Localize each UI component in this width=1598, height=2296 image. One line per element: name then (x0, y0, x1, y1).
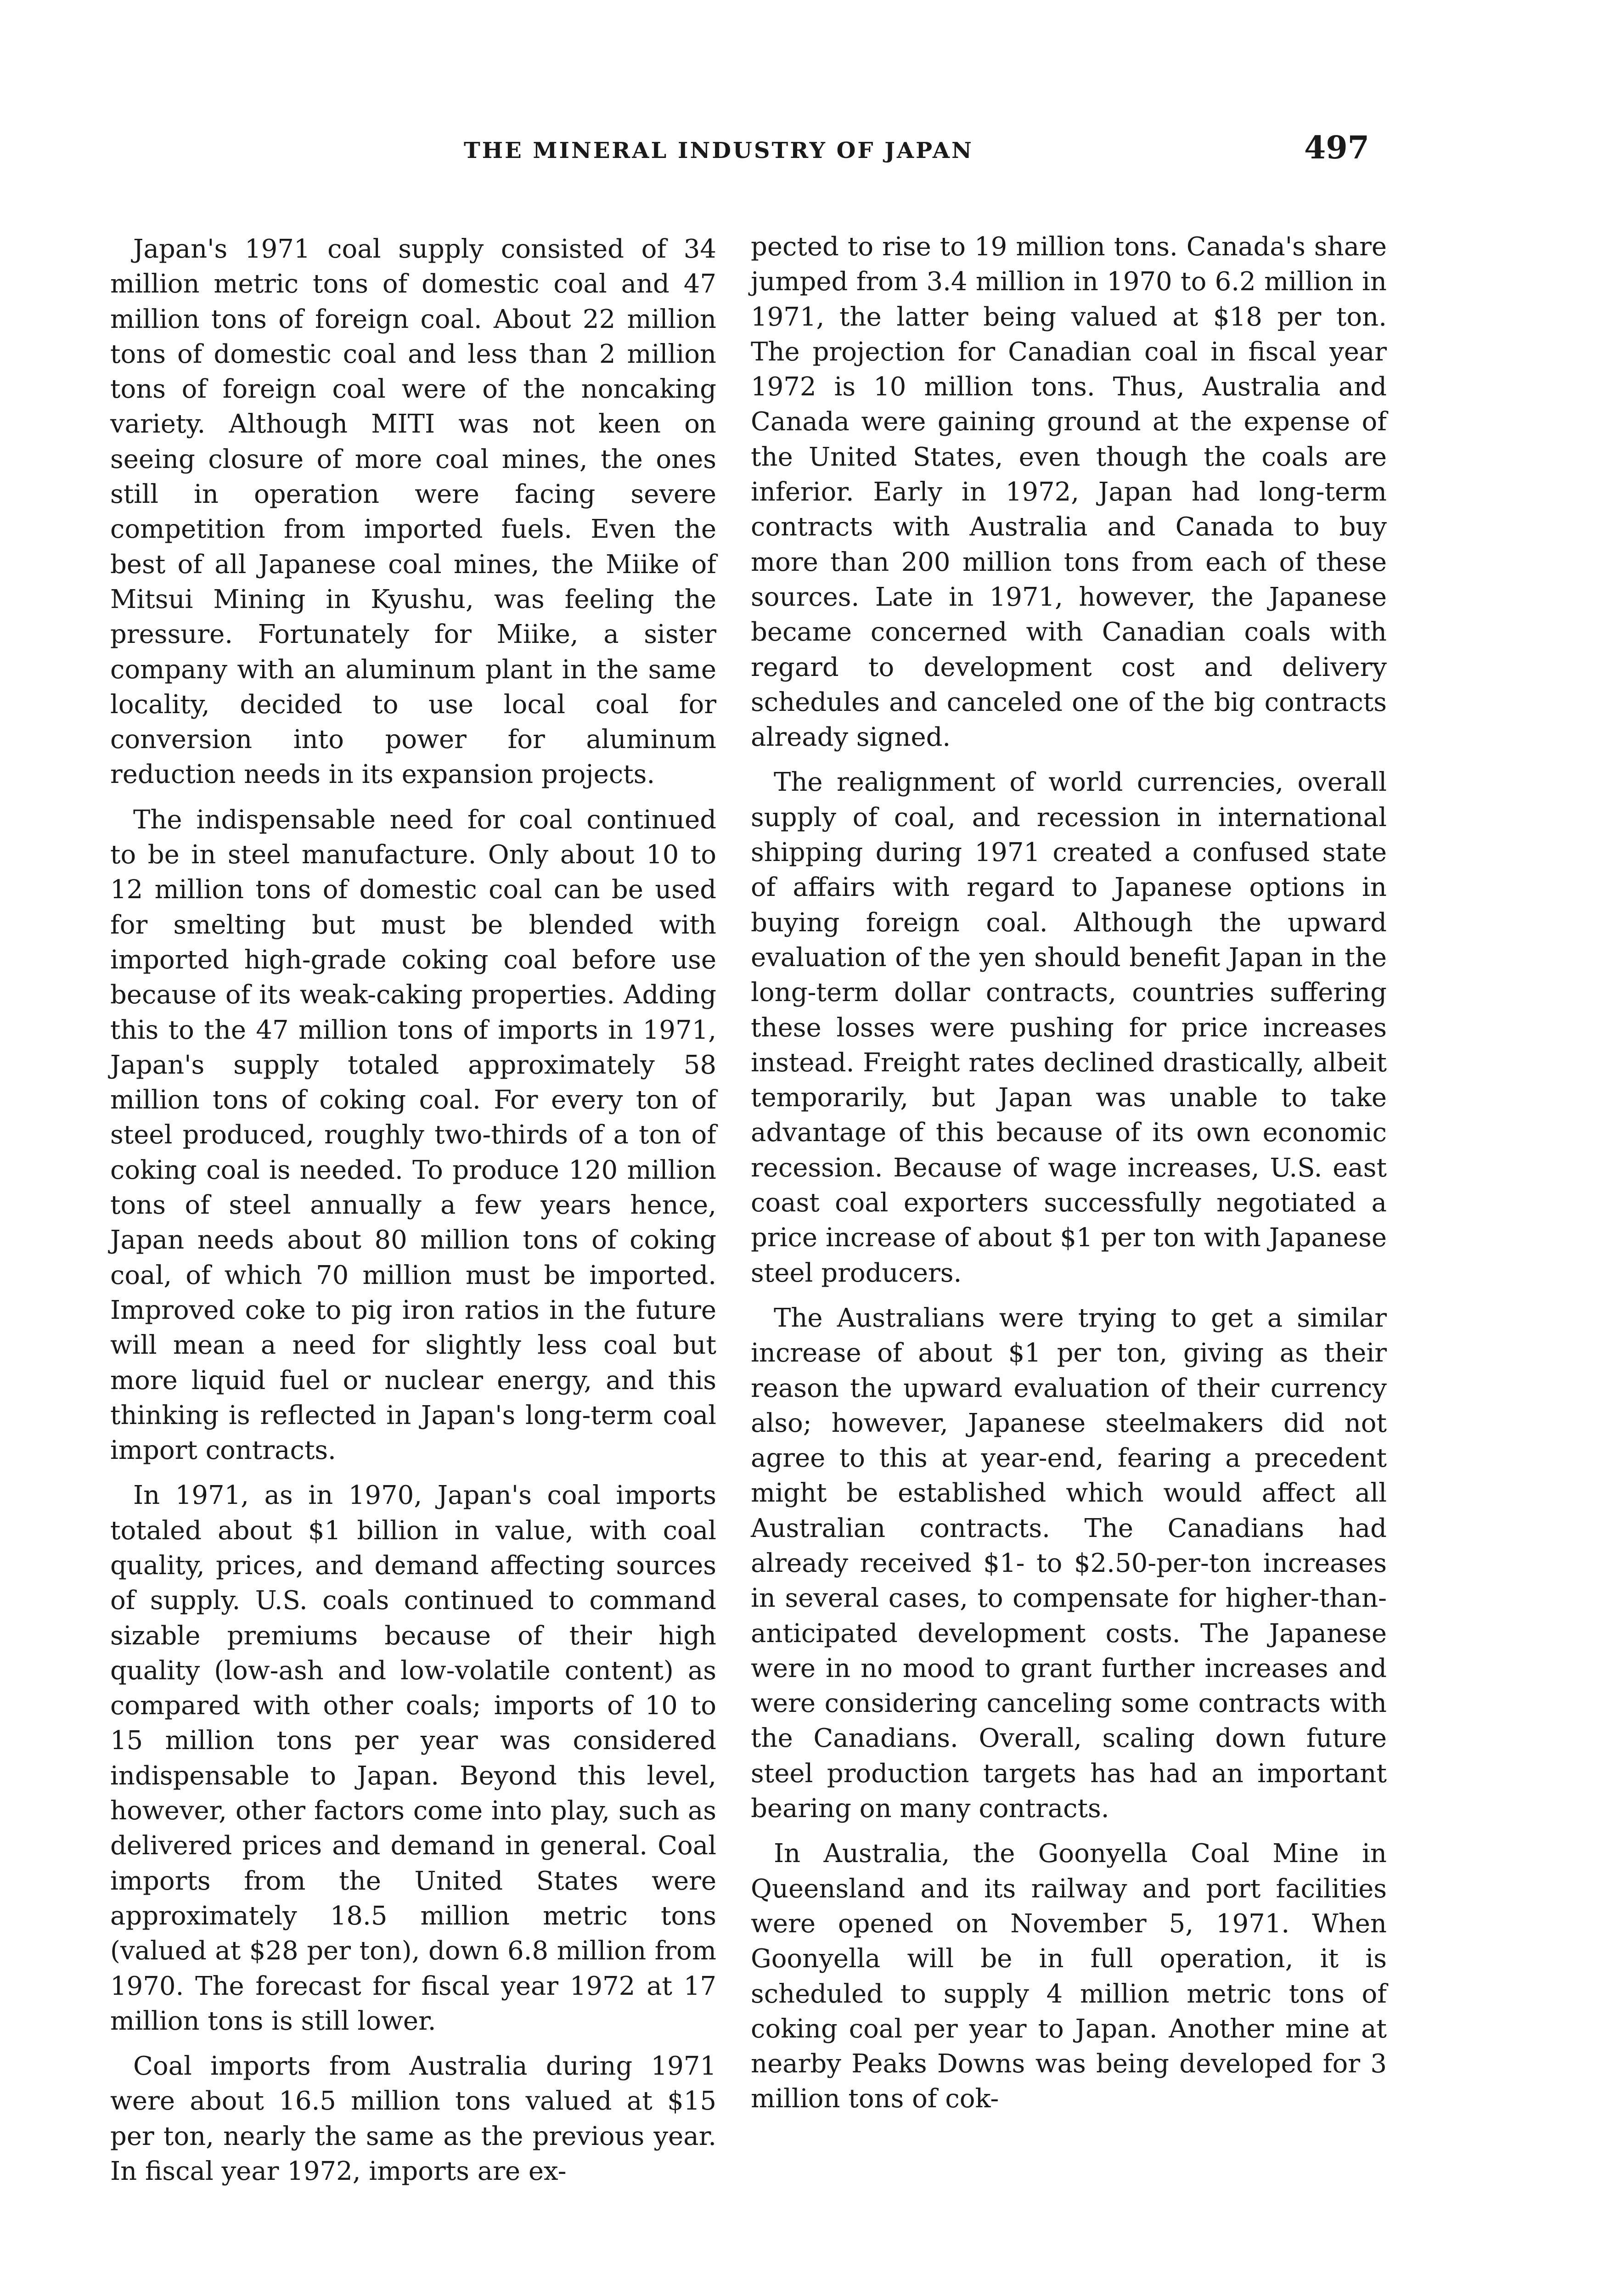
paragraph-australia-imports: Coal imports from Australia during 1971 were about 16.5 million tons valued at $15 per ton, nearly the same as the previous year. In fiscal year 1972, imports are ex- (110, 2051, 716, 2187)
paragraph-goonyella-mine: In Australia, the Goonyella Coal Mine in Queensland and its railway and port facilities were opened on November 5, 1971. When Goonyella will be in full operation, it is scheduled to supply 4 million metric tons of coking coal per year to Japan. Another mine at nearby Peaks Downs was being developed for 3 million tons of cok- (751, 1839, 1387, 2114)
paragraph-currency-realignment: The realignment of world currencies, overall supply of coal, and recession in international shipping during 1971 created a confused state of affairs with regard to Japanese options in buying foreign coal. Although the upward evaluation of the yen should benefit Japan in the long-term dollar contracts, countries suffering these losses were pushing for price increases instead. Freight rates declined drastically, albeit temporarily, but Japan was unable to take advantage of this because of its own economic recession. Because of wage increases, U.S. east coast coal exporters successfully negotiated a price increase of about $1 per ton with Japanese steel producers. (751, 767, 1387, 1288)
page-number: 497 (1304, 129, 1369, 166)
paragraph-coal-supply: Japan's 1971 coal supply consisted of 34 million metric tons of domestic coal and 47 million tons of foreign coal. About 22 million tons of domestic coal and less than 2 million tons of foreign coal were of the noncaking variety. Although MITI was not keen on seeing closure of more coal mines, the ones still in operation were facing severe competition from imported fuels. Even the best of all Japanese coal mines, the Miike of Mitsui Mining in Kyushu, was feeling the pressure. Fortunately for Miike, a sister company with an aluminum plant in the same locality, decided to use local coal for conversion into power for aluminum reduction needs in its expansion projects. (110, 234, 716, 790)
paragraph-steel-need: The indispensable need for coal continued to be in steel manufacture. Only about 10 to 12 million tons of domestic coal can be used for smelting but must be blended with imported high-grade coking coal before use because of its weak-caking properties. Adding this to the 47 million tons of imports in 1971, Japan's supply totaled approximately 58 million tons of coking coal. For every ton of steel produced, roughly two-thirds of a ton of coking coal is needed. To produce 120 million tons of steel annually a few years hence, Japan needs about 80 million tons of coking coal, of which 70 million must be imported. Improved coke to pig iron ratios in the future will mean a need for slightly less coal but more liquid fuel or nuclear energy, and this thinking is reflected in Japan's long-term coal import contracts. (110, 805, 716, 1466)
right-column (751, 230, 1387, 2127)
paragraph-continued-canada: pected to rise to 19 million tons. Canada's share jumped from 3.4 million in 1970 to 6.2 million in 1971, the latter being valued at $18 per ton. The projection for Canadian coal in fiscal year 1972 is 10 million tons. Thus, Australia and Canada were gaining ground at the expense of the United States, even though the coals are inferior. Early in 1972, Japan had long-term contracts with Australia and Canada to buy more than 200 million tons from each of these sources. Late in 1971, however, the Japanese became concerned with Canadian coals with regard to development cost and delivery schedules and canceled one of the big contracts already signed. (751, 232, 1387, 753)
running-head-title: THE MINERAL INDUSTRY OF JAPAN (464, 138, 973, 163)
left-column (110, 232, 716, 2199)
paragraph-australian-increase: The Australians were trying to get a similar increase of about $1 per ton, giving as their reason the upward evaluation of their currency also; however, Japanese steelmakers did not agree to this at year-end, fearing a precedent might be established which would affect all Australian contracts. The Canadians had already received $1- to $2.50-per-ton increases in several cases, to compensate for higher-than-anticipated development costs. The Japanese were in no mood to grant further increases and were considering canceling some contracts with the Canadians. Overall, scaling down future steel production targets has had an important bearing on many contracts. (751, 1303, 1387, 1824)
paragraph-coal-imports: In 1971, as in 1970, Japan's coal imports totaled about $1 billion in value, with coal quality, prices, and demand affecting sources of supply. U.S. coals continued to command sizable premiums because of their high quality (low-ash and low-volatile content) as compared with other coals; imports of 10 to 15 million tons per year was considered indispensable to Japan. Beyond this level, however, other factors come into play, such as delivered prices and demand in general. Coal imports from the United States were approximately 18.5 million metric tons (valued at $28 per ton), down 6.8 million from 1970. The forecast for fiscal year 1972 at 17 million tons is still lower. (110, 1480, 716, 2036)
